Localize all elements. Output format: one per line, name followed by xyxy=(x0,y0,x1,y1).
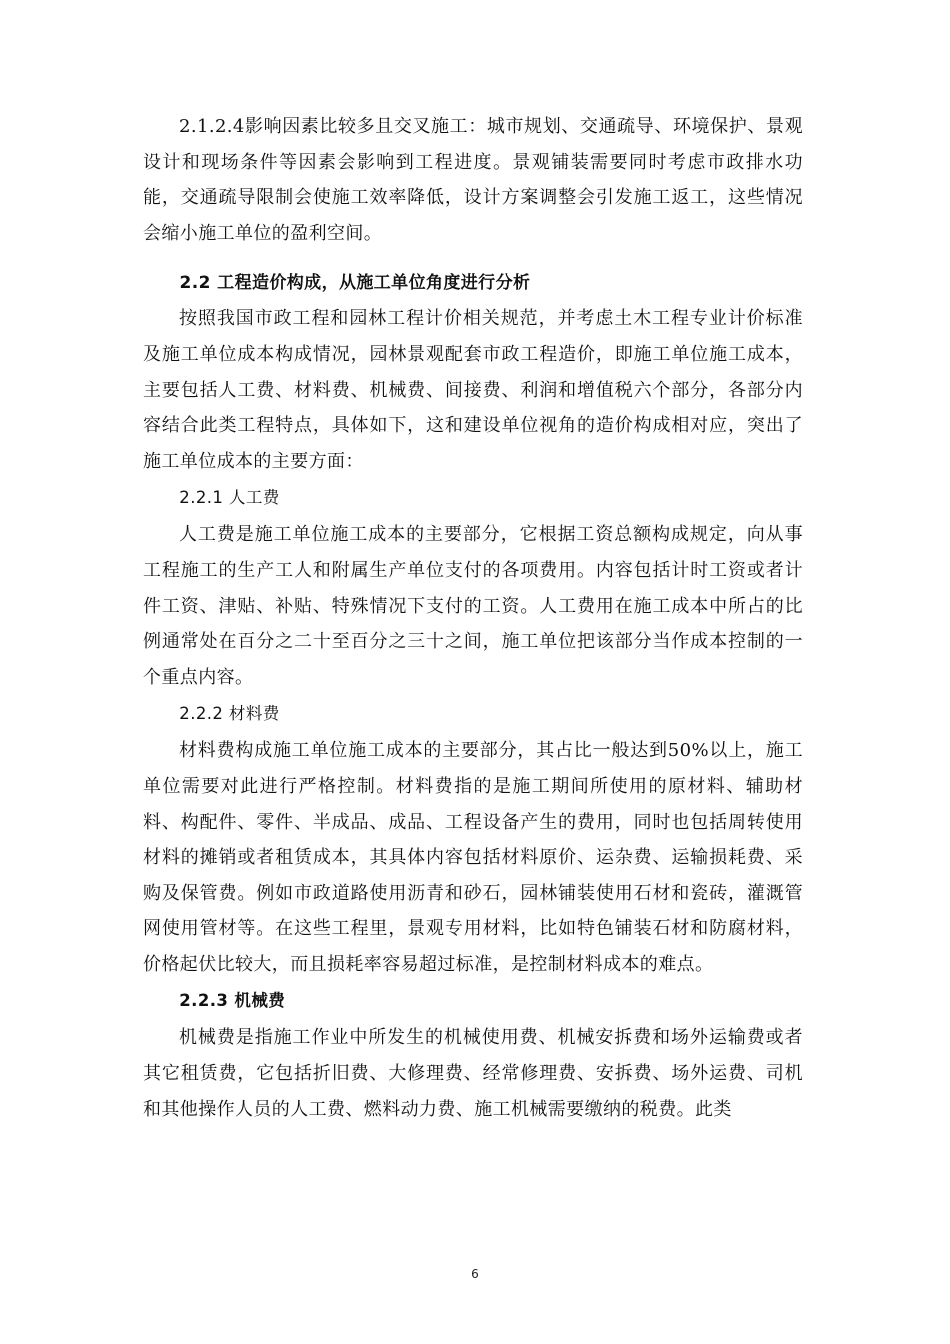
document-body xyxy=(143,109,803,1127)
paragraph-2-1-2-4: 2.1.2.4影响因素比较多且交叉施工：城市规划、交通疏导、环境保护、景观设计和现场条件等因素会影响到工程进度。景观铺装需要同时考虑市政排水功能，交通疏导限制会使施工效率降低，设计方案调整会引发施工返工，这些情况会缩小施工单位的盈利空间。 xyxy=(143,116,803,244)
paragraph-2-2-3: 机械费是指施工作业中所发生的机械使用费、机械安拆费和场外运输费或者其它租赁费，它包括折旧费、大修理费、经常修理费、安拆费、场外运费、司机和其他操作人员的人工费、燃料动力费、施工机械需要缴纳的税费。此类 xyxy=(143,1027,803,1120)
paragraph-2-2-intro: 按照我国市政工程和园林工程计价相关规范，并考虑土木工程专业计价标准及施工单位成本构成情况，园林景观配套市政工程造价，即施工单位施工成本，主要包括人工费、材料费、机械费、间接费、利润和增值税六个部分，各部分内容结合此类工程特点，具体如下，这和建设单位视角的造价构成相对应，突出了施工单位成本的主要方面： xyxy=(143,308,803,472)
heading-2-2: 2.2 工程造价构成，从施工单位角度进行分析 xyxy=(179,273,531,294)
heading-2-2-2: 2.2.2 材料费 xyxy=(179,704,280,724)
paragraph-2-2-1: 人工费是施工单位施工成本的主要部分，它根据工资总额构成规定，向从事工程施工的生产工人和附属生产单位支付的各项费用。内容包括计时工资或者计件工资、津贴、补贴、特殊情况下支付的工资。人工费用在施工成本中所占的比例通常处在百分之二十至百分之三十之间，施工单位把该部分当作成本控制的一个重点内容。 xyxy=(143,524,803,688)
paragraph-2-2-2: 材料费构成施工单位施工成本的主要部分，其占比一般达到50%以上，施工单位需要对此进行严格控制。材料费指的是施工期间所使用的原材料、辅助材料、构配件、零件、半成品、成品、工程设备产生的费用，同时也包括周转使用材料的摊销或者租赁成本，其具体内容包括材料原价、运杂费、运输损耗费、采购及保管费。例如市政道路使用沥青和砂石，园林铺装使用石材和瓷砖，灌溉管网使用管材等。在这些工程里，景观专用材料，比如特色铺装石材和防腐材料，价格起伏比较大，而且损耗率容易超过标准，是控制材料成本的难点。 xyxy=(143,740,803,975)
heading-2-2-1: 2.2.1 人工费 xyxy=(179,488,280,508)
heading-2-2-3: 2.2.3 机械费 xyxy=(179,991,286,1011)
page-number: 6 xyxy=(471,1267,479,1281)
